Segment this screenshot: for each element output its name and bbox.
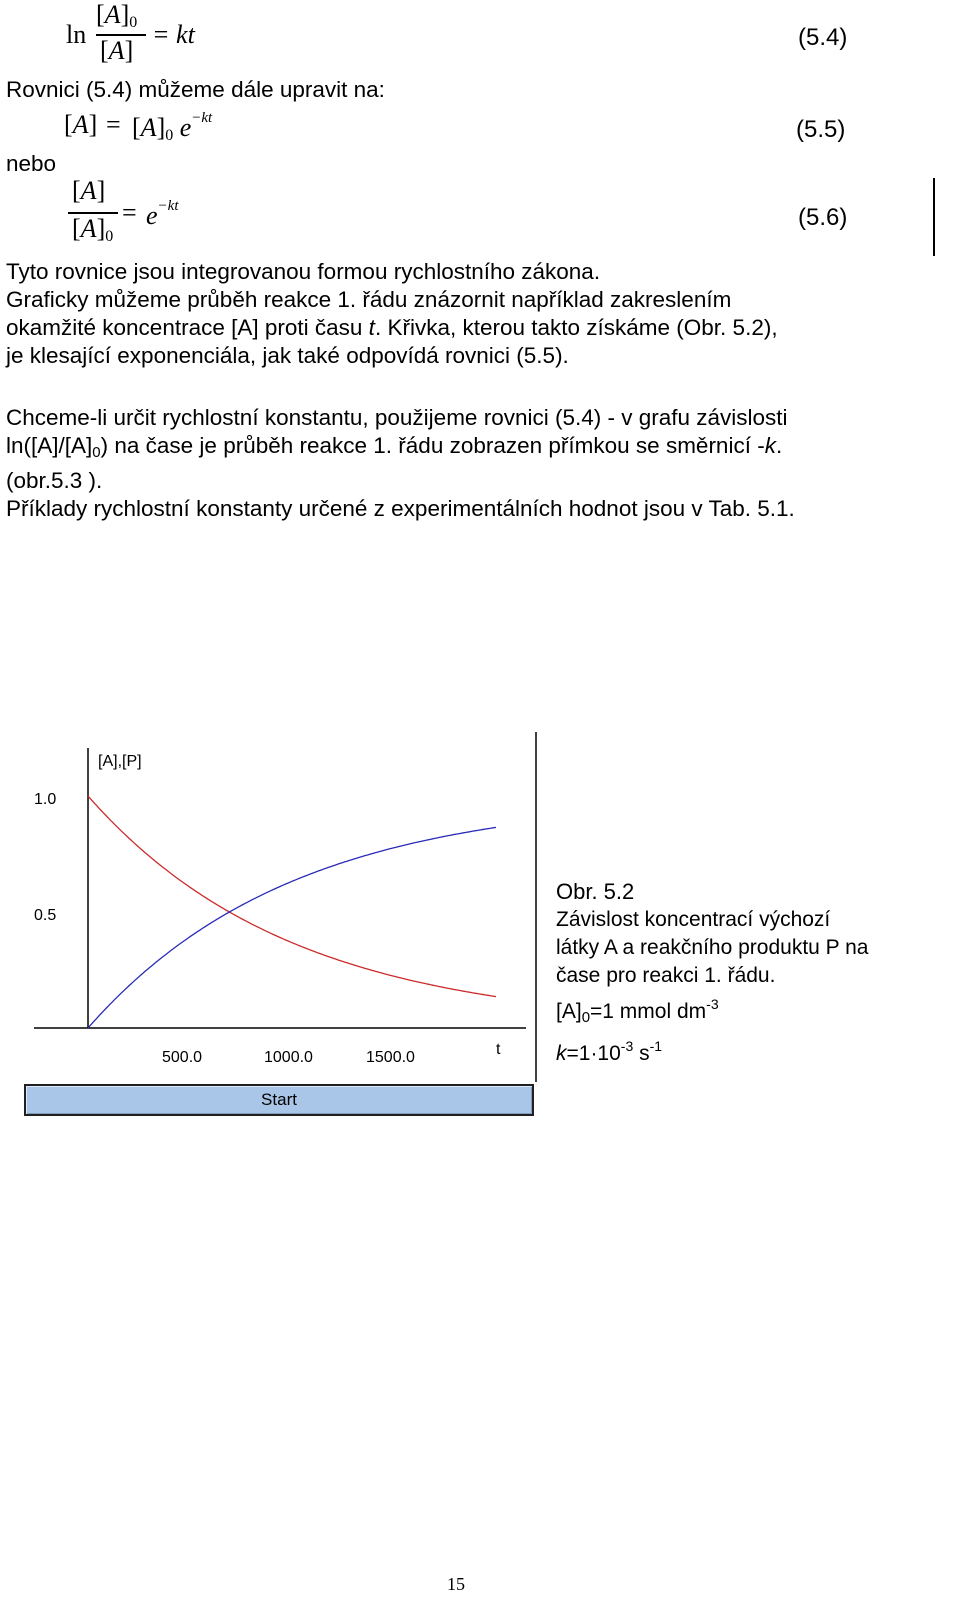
x-tick-label: 1500.0 <box>366 1049 415 1066</box>
eq-rhs: $e^{-kt}$ <box>146 198 179 230</box>
start-button[interactable] <box>24 1084 534 1116</box>
text-line: (obr.5.3 ). <box>6 468 103 493</box>
margin-change-bar <box>933 178 935 256</box>
caption-line: čase pro reakci 1. řádu. <box>556 964 776 987</box>
ln-symbol: ln <box>66 20 87 49</box>
text-line: je klesající exponenciála, jak také odpovídá rovnici (5.5). <box>6 343 569 368</box>
paragraph-1 <box>6 258 936 370</box>
y-tick-label: 0.5 <box>34 907 57 924</box>
text-line: Chceme-li určit rychlostní konstantu, použijeme rovnici (5.4) - v grafu závislosti <box>6 405 788 430</box>
eq-equals: = <box>106 110 121 139</box>
frac-denominator: $[A]_0$ <box>72 214 114 245</box>
equation-rhs: = kt <box>152 20 195 49</box>
equation-number: (5.6) <box>798 204 848 231</box>
y-axis-label: [A],[P] <box>98 753 142 770</box>
text-line: Graficky můžeme průběh reakce 1. řádu znázornit například zakreslením <box>6 287 732 312</box>
text-line: Příklady rychlostní konstanty určené z experimentálních hodnot jsou v Tab. 5.1. <box>6 496 795 521</box>
concentration-chart <box>20 728 540 1082</box>
text-line: Tyto rovnice jsou integrovanou formou rychlostního zákona. <box>6 259 601 284</box>
text-line: $\ln([A]/[A]_0)$ na čase je průběh reakce 1. řádu zobrazen přímkou se směrnicí -k. <box>6 433 783 461</box>
x-tick-label: 500.0 <box>162 1049 203 1066</box>
y-tick-label: 1.0 <box>34 791 57 808</box>
eq-rhs: $[A]_0$ $e^{-kt}$ <box>132 110 213 144</box>
series-line-a <box>88 796 496 997</box>
caption-line: $[A]_0=1$ mmol $dm^{-3}$ <box>556 996 719 1026</box>
paragraph-2 <box>6 404 936 523</box>
eq-lhs: [A] <box>64 110 98 139</box>
x-axis-label: t <box>496 1041 501 1058</box>
series-line-p <box>88 827 496 1028</box>
text-line: Rovnici (5.4) můžeme dále upravit na: <box>6 77 385 102</box>
frac-numerator: $[A]_0$ <box>96 0 138 31</box>
x-tick-label: 1000.0 <box>264 1049 313 1066</box>
eq-equals: = <box>122 198 137 227</box>
start-button-label: Start <box>261 1090 297 1109</box>
caption-title: Obr. 5.2 <box>556 879 635 904</box>
equation-number: (5.5) <box>796 116 846 143</box>
frac-numerator: [A] <box>72 176 106 205</box>
frac-denominator: [A] <box>100 36 134 65</box>
page-number: 15 <box>447 1574 465 1594</box>
caption-line: Závislost koncentrací výchozí <box>556 908 831 931</box>
caption-line: $k=1\cdot 10^{-3}$ $s^{-1}$ <box>556 1038 663 1065</box>
text-line: nebo <box>6 151 57 176</box>
caption-line: látky A a reakčního produktu P na <box>556 936 869 959</box>
figure-caption <box>556 878 956 1068</box>
text-line: okamžité koncentrace [A] proti času t. Křivka, kterou takto získáme (Obr. 5.2), <box>6 315 778 340</box>
equation-number: (5.4) <box>798 24 848 51</box>
